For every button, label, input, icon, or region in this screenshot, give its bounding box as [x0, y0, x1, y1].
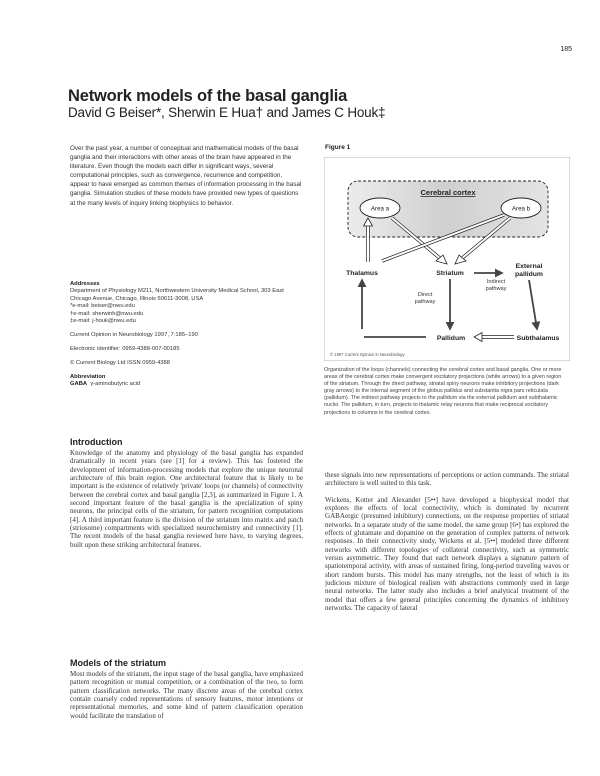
email-2[interactable]: †e-mail: sherwinh@nwu.edu [70, 310, 144, 317]
striatum-label: Striatum [436, 270, 464, 277]
indirect-pathway-label: pathway [485, 286, 507, 292]
abbreviation-entry [70, 381, 302, 388]
figure-1-diagram [324, 157, 570, 361]
right-column [325, 471, 569, 621]
pallidum-label: Pallidum [436, 335, 466, 342]
introduction-text: Knowledge of the anatomy and physiology of the basal ganglia has expanded dramatically in recent years (see [1] for a review). This has fostered the development of information-processing models that explore the unique neuronal architecture of this brain region. One architectural feature that is likely to be important is the existence of relatively 'private' loops (or channels) of connectivity between the cerebral cortex and basal ganglia [2,3], as summarized in Figure 1. A second important feature of the basal ganglia is the specialization of spiny neurons, the principal cells of the striatum, for pattern recognition computations [4]. A third important feature is the division of the striatum into matrix and patch (striosome) compartments with specialized neurochemistry and connectivity [1]. The recent models of the basal ganglia reviewed here have, to varying degrees, built upon these striking architectural features. [70, 449, 303, 549]
abbreviation-definition: γ-aminobutyric acid [90, 381, 141, 388]
page-number: 185 [560, 46, 572, 53]
thalamus-label: Thalamus [346, 270, 378, 277]
direct-label: Direct [417, 292, 433, 298]
abbreviation-label: Abbreviation [70, 373, 106, 380]
abbreviation-term: GABA [70, 381, 88, 388]
figure-label: Figure 1 [325, 144, 351, 151]
paper-title: Network models of the basal ganglia [68, 87, 348, 105]
figure-caption: Organization of the loops (channels) connecting the cerebral cortex and basal ganglia. One or more areas of the cerebral cortex make convergent excitatory projections (white arrows) to a given region of the striatum. Through the direct pathway, striatal spiny neurons make inhibitory projections (dark gray arrows) to the internal segment of the globus pallidus and substantia nigra pars reticulata (pallidum). The indirect pathway projects to the pallidum via the external pallidum and subthalamic nuclei. The pallidum, in turn, projects to thalamic relay neurons that make reciprocal excitatory projections to columns in the cerebral cortex. [324, 367, 562, 416]
external-label: External [515, 263, 543, 270]
email-1[interactable]: *e-mail: beiser@nwu.edu [70, 303, 135, 310]
article-metadata [70, 281, 302, 388]
area-b-label: Area b [511, 205, 531, 213]
authors: David G Beiser*, Sherwin E Hua† and James C Houk‡ [68, 105, 386, 120]
external-pallidum-label: pallidum [515, 271, 543, 278]
email-3[interactable]: ‡e-mail: j-houk@nwu.edu [70, 318, 136, 325]
abstract: Over the past year, a number of conceptual and mathematical models of the basal ganglia and their interactions with other areas of the brain have appeared in the literature. Even though the models each differ in significant ways, several computational principles, such as convergence, recurrence and competition, appear to have emerged as common themes of information processing in the basal ganglia. Simulation studies of these models have provided new types of questions at the many levels of inquiry linking biophysics to behavior. [70, 145, 302, 207]
addresses-label: Addresses [70, 281, 100, 287]
journal-citation: Current Opinion in Neurobiology 1997, 7:185–190 [70, 331, 198, 338]
copyright: © Current Biology Ltd ISSN 0959-4388 [70, 359, 170, 366]
striatum-text: Most models of the striatum, the input stage of the basal ganglia, have emphasized pattern recognition or mutual competition, or a combination of the two, to form pattern classification networks. The many discrete areas of the cerebral cortex contain coarsely coded representations of sensory features, motor intentions or representational memories, and some kind of pattern classification operation would facilitate the translation of [70, 670, 303, 720]
figure-credit: © 1997 Current Opinion in Neurobiology [330, 352, 405, 357]
area-a-label: Area a [370, 205, 390, 213]
address-text: Department of Physiology M211, Northwestern University Medical School, 303 East Chicago Avenue, Chicago, Illinois 60611-3008, USA [70, 288, 284, 302]
right-paragraph-1: these signals into new representations of perceptions or action commands. The striatal architecture is well suited to this task. [325, 471, 569, 488]
direct-pathway-label: pathway [414, 299, 436, 305]
cortex-label: Cerebral cortex [420, 188, 476, 197]
indirect-label: Indirect [486, 279, 506, 285]
striatum-heading: Models of the striatum [70, 658, 167, 668]
electronic-identifier: Electronic identifier: 0959-4388-007-00185 [70, 345, 180, 352]
right-paragraph-2: Wickens, Kotter and Alexander [5••] have developed a biophysical model that explores the effects of local connectivity, which is dominated by recurrent GABAergic (presumed inhibitory) connections, on the response properties of striatal networks. In a separate study of the same model, the same group [6•] has explored the effects of glutamate and dopamine on the generation of complex patterns of network responses. In their connectivity study, Wickens et al. [5••] modeled three different networks with different topologies of collateral connectivity, such as symmetric versus asymmetric. They found that each network displays a signature pattern of spatiotemporal activity, with areas of sustained firing, long-period traveling waves or short random bursts. This model has many strengths, not the least of which is its judicious mixture of biological realism with abstractions commonly used in large neural networks. The latter study also includes a brief analytical treatment of the model that offers a few general principles concerning the dynamics of inhibitory networks. The capacity of lateral [325, 495, 569, 613]
introduction-heading: Introduction [70, 437, 123, 447]
subthalamus-label: Subthalamus [516, 335, 560, 342]
